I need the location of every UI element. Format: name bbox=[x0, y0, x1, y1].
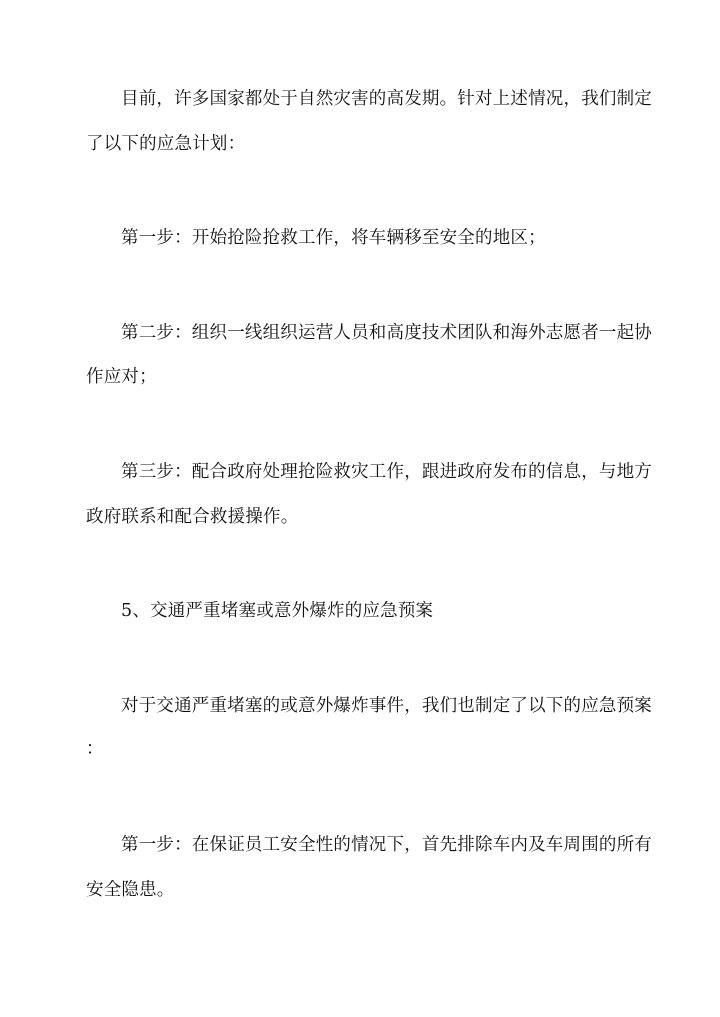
paragraph-3-line-1: 第二步：组织一线组织运营人员和高度技术团队和海外志愿者一起协 bbox=[121, 323, 652, 343]
paragraph-2-line-1: 第一步：开始抢险抢救工作，将车辆移至安全的地区； bbox=[121, 228, 546, 248]
paragraph-3-line-2: 作应对； bbox=[86, 367, 157, 387]
paragraph-7-line-2: 安全隐患。 bbox=[86, 880, 175, 900]
section-heading: 5、交通严重堵塞或意外爆炸的应急预案 bbox=[121, 601, 434, 621]
paragraph-6-line-1: 对于交通严重堵塞的或意外爆炸事件，我们也制定了以下的应急预案 bbox=[121, 696, 652, 716]
paragraph-4-line-1: 第三步：配合政府处理抢险救灾工作，跟进政府发布的信息，与地方 bbox=[121, 462, 652, 482]
paragraph-1-line-2: 了以下的应急计划： bbox=[86, 134, 246, 154]
paragraph-7-line-1: 第一步：在保证员工安全性的情况下，首先排除车内及车周围的所有 bbox=[121, 835, 652, 855]
paragraph-1-line-1: 目前，许多国家都处于自然灾害的高发期。针对上述情况，我们制定 bbox=[121, 89, 652, 109]
paragraph-6-line-2: ： bbox=[86, 739, 104, 759]
paragraph-4-line-2: 政府联系和配合救援操作。 bbox=[86, 507, 299, 527]
